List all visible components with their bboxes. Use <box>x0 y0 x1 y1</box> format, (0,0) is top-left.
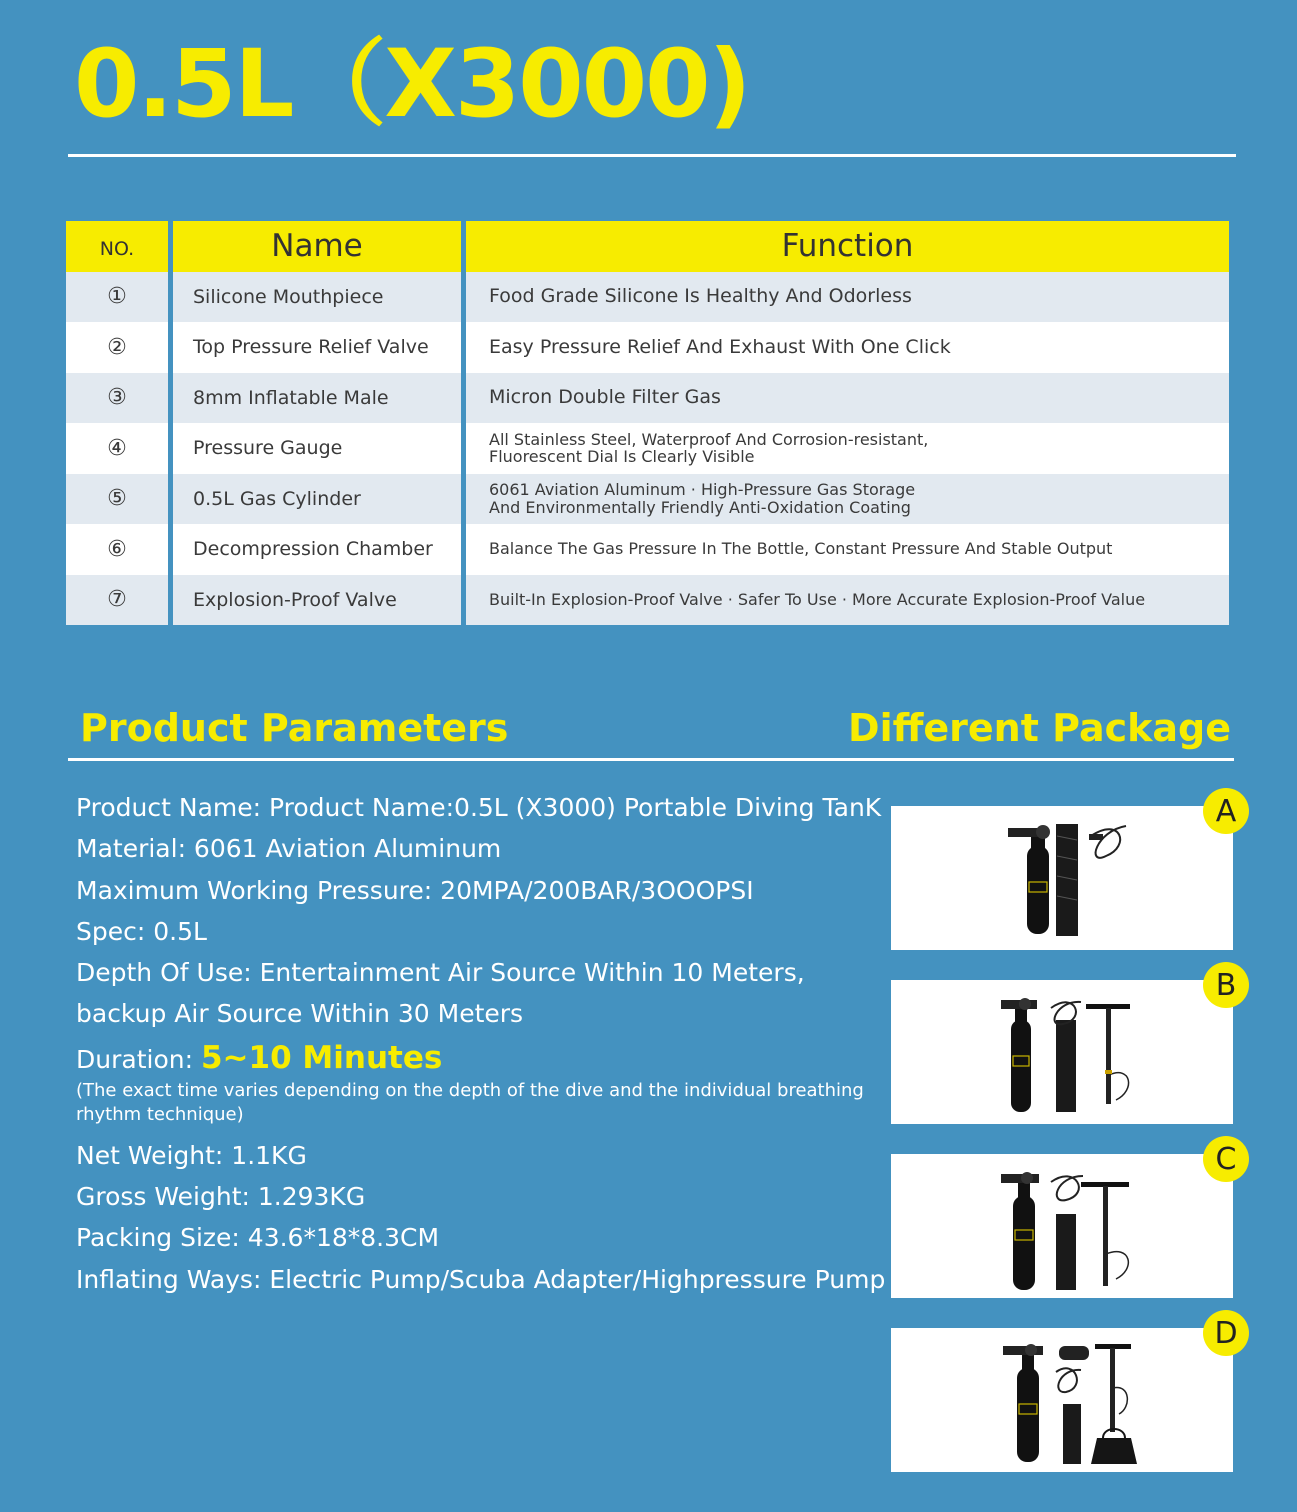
package-d-illustration <box>891 1328 1233 1472</box>
param-spec: Spec: 0.5L <box>76 916 207 946</box>
section-divider <box>68 758 1234 761</box>
row-name: Silicone Mouthpiece <box>173 272 461 323</box>
row-name: Pressure Gauge <box>173 423 461 474</box>
package-badge-b: B <box>1203 962 1249 1008</box>
duration-label: Duration: <box>76 1044 201 1074</box>
section-title-package: Different Package <box>848 706 1231 750</box>
row-function: Built-In Explosion-Proof Valve · Safer To Use · More Accurate Explosion-Proof Value <box>466 575 1229 626</box>
param-depth-cont: backup Air Source Within 30 Meters <box>76 999 524 1029</box>
row-number: ⑥ <box>66 524 168 575</box>
param-net-weight: Net Weight: 1.1KG <box>76 1140 307 1170</box>
package-image-a <box>891 793 1237 950</box>
package-image-b <box>891 967 1237 1124</box>
row-name: 0.5L Gas Cylinder <box>173 474 461 525</box>
param-gross-weight: Gross Weight: 1.293KG <box>76 1182 366 1212</box>
param-depth: Depth Of Use: Entertainment Air Source Within 10 Meters, <box>76 958 805 988</box>
package-badge-d: D <box>1203 1310 1249 1356</box>
row-number: ④ <box>66 423 168 474</box>
title-divider <box>68 154 1236 157</box>
section-title-parameters: Product Parameters <box>80 706 509 750</box>
param-pressure: Maximum Working Pressure: 20MPA/200BAR/3OOOPSI <box>76 875 754 905</box>
row-function: Micron Double Filter Gas <box>466 373 1229 424</box>
row-name: 8mm Inflatable Male <box>173 373 461 424</box>
row-function <box>466 423 1229 474</box>
package-badge-c: C <box>1203 1136 1249 1182</box>
param-duration <box>76 1039 876 1079</box>
package-badge-a: A <box>1203 788 1249 834</box>
param-inflating: Inflating Ways: Electric Pump/Scuba Adapter/Highpressure Pump <box>76 1264 886 1294</box>
param-packing-size: Packing Size: 43.6*18*8.3CM <box>76 1223 440 1253</box>
row-name: Explosion-Proof Valve <box>173 575 461 626</box>
header-function: Function <box>466 221 1229 272</box>
package-b-illustration <box>891 980 1233 1124</box>
row-number: ① <box>66 272 168 323</box>
page-title: 0.5L（X3000) <box>74 30 750 139</box>
param-product-name: Product Name: Product Name:0.5L (X3000) Portable Diving TanK <box>76 793 882 822</box>
row-function: Balance The Gas Pressure In The Bottle, Constant Pressure And Stable Output <box>466 524 1229 575</box>
package-image-c <box>891 1141 1237 1298</box>
header-no: NO. <box>66 221 168 272</box>
package-c-illustration <box>891 1154 1233 1298</box>
package-image-d <box>891 1315 1238 1472</box>
row-number: ⑦ <box>66 575 168 626</box>
row-number: ② <box>66 322 168 373</box>
package-a-illustration <box>891 806 1233 950</box>
header-name: Name <box>173 221 461 272</box>
duration-note: (The exact time varies depending on the depth of the dive and the individual breathing rhythm technique) <box>76 1079 864 1125</box>
row-name: Decompression Chamber <box>173 524 461 575</box>
row-function <box>466 474 1229 525</box>
row-number: ⑤ <box>66 474 168 525</box>
duration-value: 5~10 Minutes <box>200 1039 443 1076</box>
row-name: Top Pressure Relief Valve <box>173 322 461 373</box>
row-number: ③ <box>66 373 168 424</box>
components-table <box>66 221 1230 625</box>
product-parameters <box>76 787 886 1300</box>
row-function-line: And Environmentally Friendly Anti-Oxidation Coating <box>489 497 911 517</box>
row-function: Easy Pressure Relief And Exhaust With One Click <box>466 322 1229 373</box>
param-material: Material: 6061 Aviation Aluminum <box>76 834 502 864</box>
row-function-line: All Stainless Steel, Waterproof And Corrosion-resistant, <box>489 429 929 449</box>
row-function: Food Grade Silicone Is Healthy And Odorless <box>466 272 1229 323</box>
row-function-line: 6061 Aviation Aluminum · High-Pressure Gas Storage <box>489 480 916 500</box>
row-function-line: Fluorescent Dial Is Clearly Visible <box>489 447 755 467</box>
